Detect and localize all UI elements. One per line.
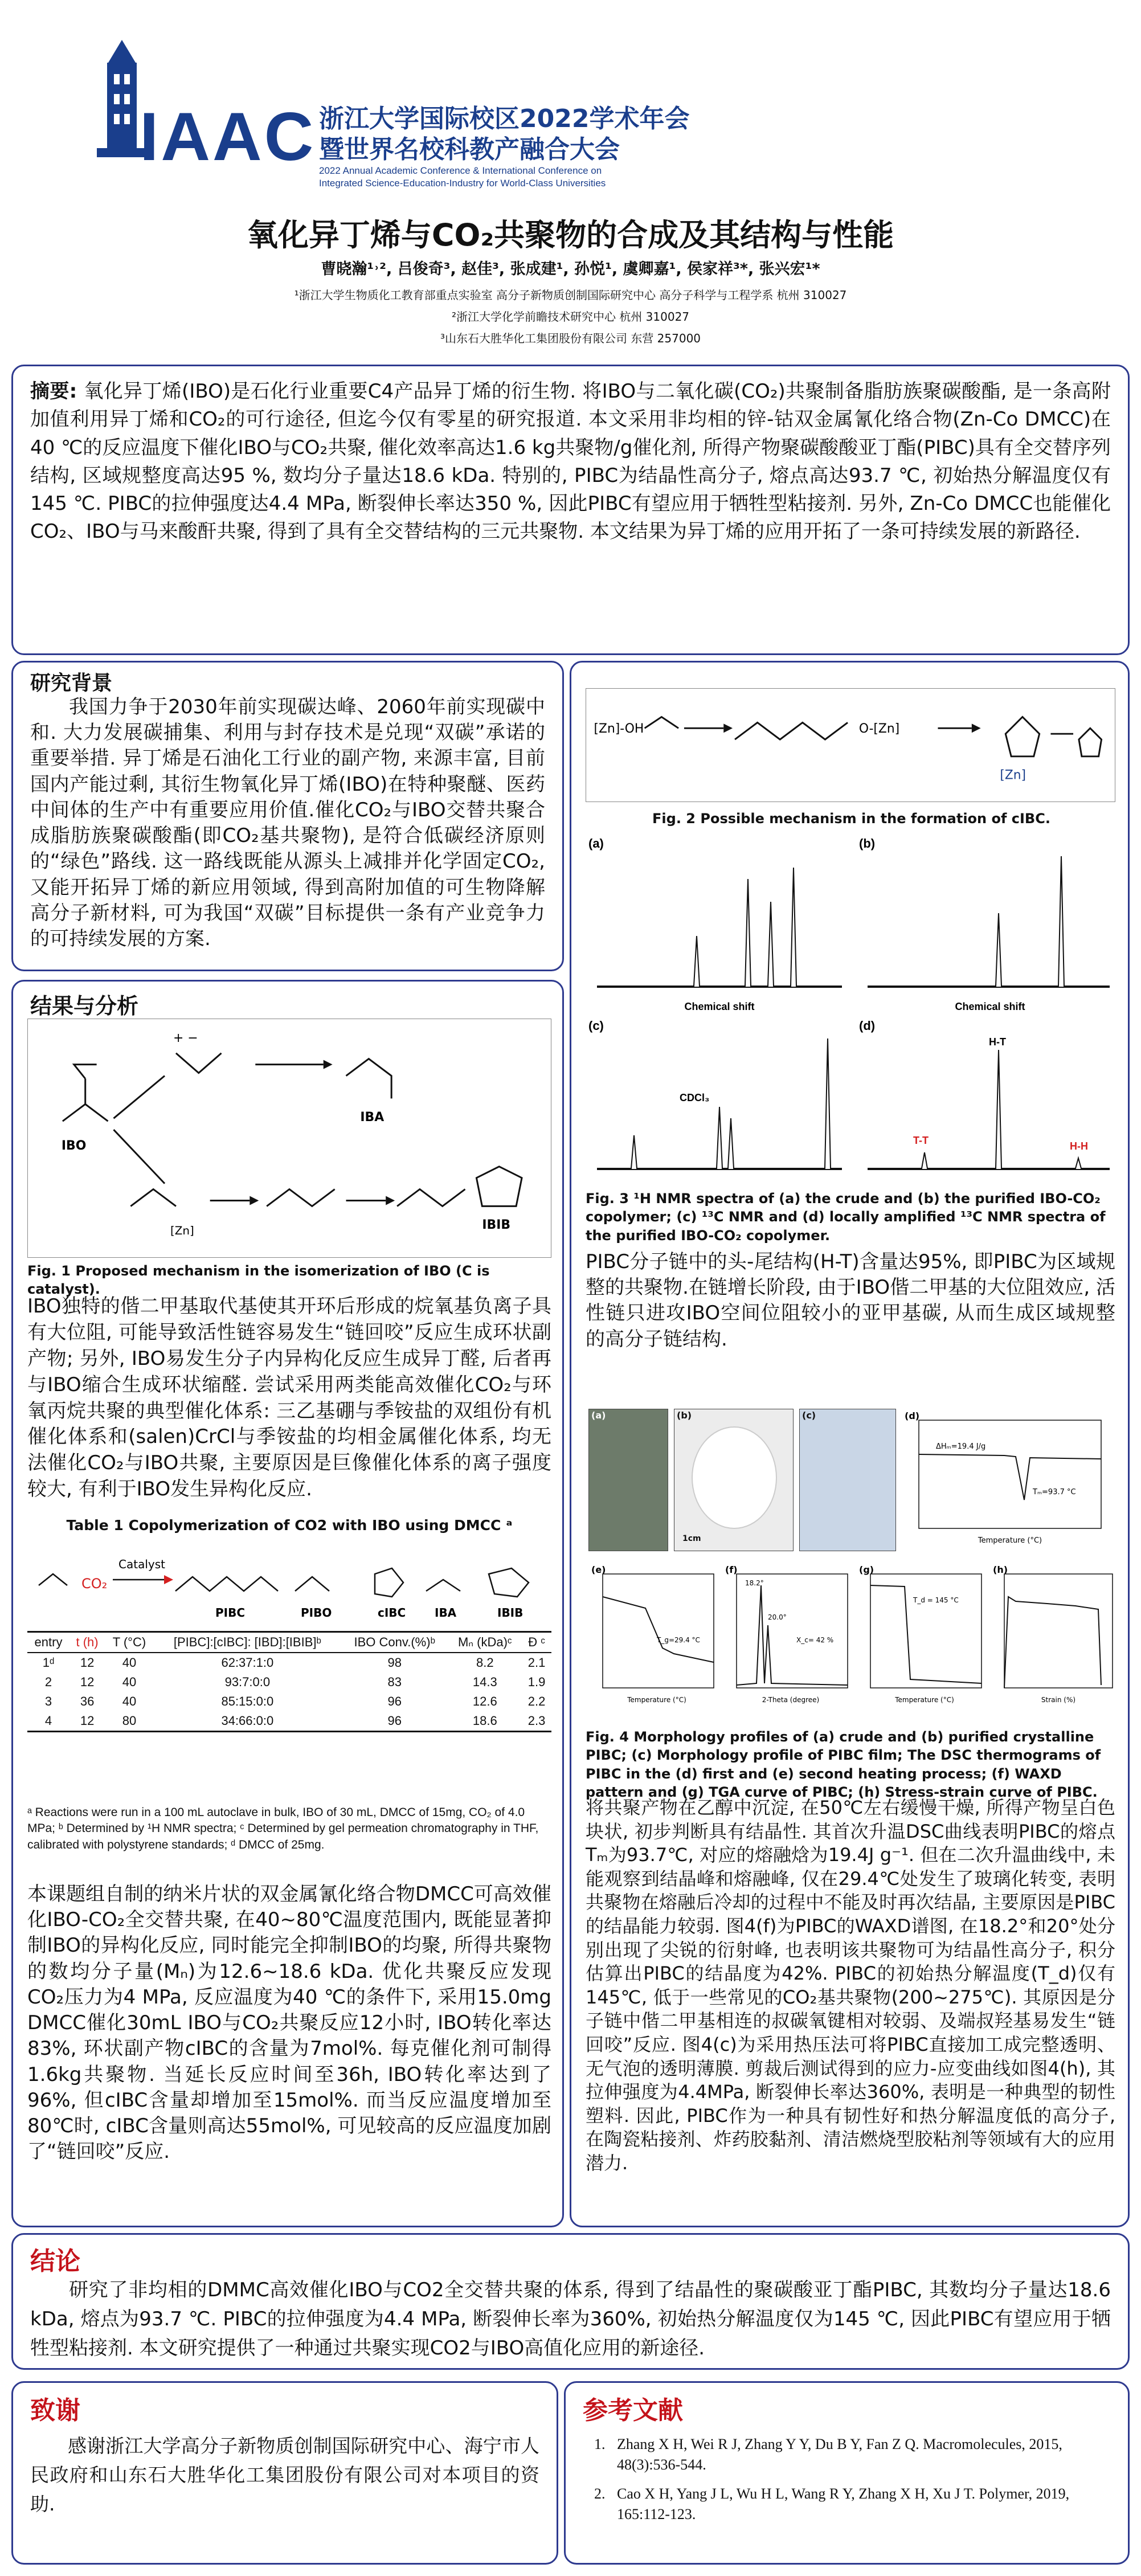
fig4a-photo <box>588 1409 668 1551</box>
fig4f-xlabel: 2-Theta (degree) <box>762 1696 820 1704</box>
fig1-ibib-label: IBIB <box>482 1218 511 1233</box>
fig4f-peak2: 20.0° <box>768 1613 787 1621</box>
table-1 <box>27 1631 551 1732</box>
figure-3-caption: Fig. 3 ¹H NMR spectra of (a) the crude and (b) the purified IBO-CO₂ copolymer; (c) ¹³C NMR and (d) locally amplified ¹³C NMR spectra of the purified IBO-CO₂ copolymer. <box>586 1191 1106 1244</box>
table-row: 4 12 80 34:66:0:0 96 18.6 2.3 <box>27 1711 551 1732</box>
fig4h-xlabel: Strain (%) <box>1041 1696 1076 1704</box>
table-1-scheme <box>27 1540 551 1625</box>
conference-title-en-2: Integrated Science-Education-Industry for World-Class Universities <box>319 178 606 189</box>
table-header: Đ ᶜ <box>522 1632 551 1653</box>
conference-title-en-1: 2022 Annual Academic Conference & International Conference on <box>319 165 602 176</box>
abstract-box <box>11 365 1130 655</box>
fig3d-hh: H-H <box>1070 1140 1088 1152</box>
table-header: entry <box>27 1632 69 1653</box>
right-paragraph-ht: PIBC分子链中的头-尾结构(H-T)含量达95%, 即PIBC为区域规整的共聚物.在链增长阶段, 由于IBO偕二甲基的大位阻效应, 活性链只进攻IBO空间位阻较小的亚甲基碳, 从而生成区域规整的高分子链结构. <box>586 1250 1115 1351</box>
fig4f-xc: X_c= 42 % <box>796 1636 834 1644</box>
fig3d-tt: T-T <box>913 1135 929 1146</box>
abstract: 摘要: 氧化异丁烯(IBO)是石化行业重要C4产品异丁烯的衍生物. 将IBO与二氧化碳(CO₂)共聚制备脂肪族聚碳酸酯, 是一条高附加值利用异丁烯和CO₂的可行途径, 但迄今仅有零星的研究报道. 本文采用非均相的锌-钴双金属氰化络合物(Zn-Co DMCC)在40 ℃的反应温度下催化IBO与CO₂共聚, 催化效率高达1.6 kg共聚物/g催化剂, 所得产物聚碳酸酸亚丁酯(PIBC)具有全交替序列结构, 区域规整度高达95 %, 数均分子量达18.6 kDa. 特别的, PIBC为结晶性高分子, 熔点高达93.7 ℃, 初始热分解温度仅有145 ℃. PIBC的拉伸强度达4.4 MPa, 断裂伸长率达350 %, 因此PIBC有望应用于牺牲型粘接剂. 另外, Zn-Co DMCC也能催化CO₂、IBO与马来酸酐共聚, 得到了具有全交替结构的三元共聚物. 本文结果为异丁烯的应用开拓了一条可持续发展的新路径. <box>30 380 1111 543</box>
waxd-chart <box>722 1563 853 1716</box>
table-header: T (°C) <box>105 1632 154 1653</box>
acknowledgement-heading: 致谢 <box>30 2396 80 2425</box>
abstract-text: 氧化异丁烯(IBO)是石化行业重要C4产品异丁烯的衍生物. 将IBO与二氧化碳(CO₂)共聚制备脂肪族聚碳酸酯, 是一条高附加值利用异丁烯和CO₂的可行途径, 但迄今仅有零星的研究报道. 本文采用非均相的锌-钴双金属氰化络合物(Zn-Co DMCC)在40 ℃的反应温度下催化IBO与CO₂共聚, 催化效率高达1.6 kg共聚物/g催化剂, 所得产物聚碳酸酸亚丁酯(PIBC)具有全交替序列结构, 区域规整度高达95 %, 数均分子量达18.6 kDa. 特别的, PIBC为结晶性高分子, 熔点高达93.7 ℃, 初始热分解温度仅有145 ℃. PIBC的拉伸强度达4.4 MPa, 断裂伸长率达350 %, 因此PIBC有望应用于牺牲型粘接剂. 另外, Zn-Co DMCC也能催化CO₂、IBO与马来酸酐共聚, 得到了具有全交替结构的三元共聚物. 本文结果为异丁烯的应用开拓了一条可持续发展的新路径. <box>30 380 1111 543</box>
right-paragraph-properties: 将共聚产物在乙醇中沉淀, 在50℃左右缓慢干燥, 所得产物呈白色块状, 初步判断具有结晶性. 其首次升温DSC曲线表明PIBC的熔点Tₘ为93.7℃, 对应的熔融焓为19.4J g⁻¹. 但在二次升温曲线中, 未能观察到结晶峰和熔融峰, 仅在29.4℃处发生了玻璃化转变, 表明共聚物在熔融后冷却的过程中不能及时再次结晶, 主要原因是PIBC的结晶能力较弱. 图4(f)为PIBC的WAXD谱图, 在18.2°和20°处分别出现了尖锐的衍射峰, 也表明该共聚物可为结晶性高分子, 积分估算出PIBC的结晶度为42%. PIBC的初始热分解温度(T_d)仅有145℃, 低于一些常见的CO₂基共聚物(200~275℃). 其原因是分子链中偕二甲基相连的叔碳氧键相对较弱、及端叔羟基易发生“链回咬”反应. 图4(c)为采用热压法可将PIBC直接加工成完整透明、无气泡的透明薄膜. 剪裁后测试得到的应力-应变曲线如图4(h), 其拉伸强度为4.4MPa, 断裂伸长率达360%, 表明是一种典型的韧性塑料. 因此, PIBC作为一种具有韧性好和热分解温度低的高分子, 在陶瓷粘接剂、炸药胶黏剂、清洁燃烧型胶粘剂等领域有大的应用潜力. <box>586 1797 1115 2174</box>
affiliation-2: ²浙江大学化学前瞻技术研究中心 杭州 310027 <box>451 310 690 324</box>
fig4d-tm: Tₘ=93.7 °C <box>1033 1488 1076 1496</box>
table-row: 1ᵈ 12 40 62:37:1:0 98 8.2 2.1 <box>42 1655 546 1670</box>
fig4d-xlabel: Temperature (°C) <box>978 1536 1042 1545</box>
dsc-second-heating-chart <box>588 1563 719 1716</box>
fig4g-td: T_d = 145 °C <box>913 1596 959 1604</box>
authors: 曹晓瀚¹˒², 吕俊奇³, 赵佳³, 张成建¹, 孙悦¹, 虞卿嘉¹, 侯家祥³*, 张兴宏¹* <box>321 260 820 278</box>
header <box>0 0 1141 205</box>
table-header: t (h) <box>69 1632 105 1653</box>
fig4b-photo <box>674 1409 794 1551</box>
acknowledgement-box <box>11 2381 558 2565</box>
fig1-ibo-label: IBO <box>61 1138 87 1153</box>
results-paragraph-1: IBO独特的偕二甲基取代基使其开环后形成的烷氧基负离子具有大位阻, 可能导致活性链容易发生“链回咬”反应生成环状副产物; 另外, IBO易发生分子内异构化反应生成异丁醛, 后者再与IBO缩合生成环状缩醛. 尝试采用两类能高效催化CO₂与环氧丙烷共聚的典型催化体系: 三乙基硼与季铵盐的双组份有机催化体系和(salen)CrCl与季铵盐的均相金属催化体系, 均无法催化CO₂与IBO共聚, 主要原因是巨像催化体系的离子强度较大, 有利于IBO发生异构化反应. <box>27 1295 551 1501</box>
table-header: [PIBC]:[cIBC]: [IBD]:[IBIB]ᵇ <box>154 1632 341 1653</box>
list-item: 1. Zhang X H, Wei R J, Zhang Y Y, Du B Y, Fan Z Q. Macromolecules, 2015, 48(3):536-544. <box>594 2436 1062 2473</box>
fig2-zn-mid: O-[Zn] <box>858 722 900 737</box>
figure-1 <box>27 1019 551 1258</box>
fig4e-xlabel: Temperature (°C) <box>627 1696 686 1704</box>
background-text: 我国力争于2030年前实现碳达峰、2060年前实现碳中和. 大力发展碳捕集、利用与封存技术是兑现“双碳”承诺的重要举措. 异丁烯是石油化工行业的副产物, 来源丰富, 目前国内产能过剩, 其衍生物氧化异丁烯(IBO)在特种聚醚、医药中间体的生产中有重要应用价值.催化CO₂与IBO交替共聚合成脂肪族聚碳酸酯(即CO₂基共聚物), 是符合低碳经济原则的“绿色”路线. 这一路线既能从源头上减排并化学固定CO₂, 又能开拓异丁烯的新应用领域, 得到高附加值的可生物降解高分子新材料, 可为我国“双碳”目标提供一条有产业竞争力的可持续发展的方案. <box>30 696 545 950</box>
background-box <box>11 661 564 971</box>
fig1-zn-label: [Zn] <box>170 1224 194 1238</box>
fig3a-label: (a) <box>588 836 604 851</box>
fig4b-label: (b) <box>677 1410 692 1421</box>
references-heading: 参考文献 <box>583 2396 683 2425</box>
scheme-co2: CO₂ <box>81 1576 108 1592</box>
fig3c-cdcl3: CDCl₃ <box>680 1092 710 1103</box>
figure-2 <box>586 688 1115 802</box>
fig4g-xlabel: Temperature (°C) <box>895 1696 954 1704</box>
fig3d-label: (d) <box>859 1019 876 1033</box>
fig4d-enthalpy: ΔHₘ=19.4 J/g <box>936 1442 986 1451</box>
fig4e-tg: T_g=29.4 °C <box>657 1636 700 1644</box>
fig3c-label: (c) <box>588 1019 604 1033</box>
figure-4 <box>586 1403 1115 1722</box>
results-heading: 结果与分析 <box>30 993 139 1019</box>
conference-title-cn-1: 浙江大学国际校区2022学术年会 <box>319 104 690 133</box>
fig4h-label: (h) <box>993 1564 1008 1575</box>
abstract-label: 摘要 <box>30 380 69 403</box>
conference-title-cn-2: 暨世界名校科教产融合大会 <box>319 135 620 164</box>
figure-4-caption: Fig. 4 Morphology profiles of (a) crude and (b) purified crystalline PIBC; (c) Morphology profile of PIBC film; The DSC thermograms of PIBC in the (d) first and (e) second heating process; (f) WAXD pattern and (g) TGA curve of PIBC; (h) Stress-strain curve of PIBC. <box>586 1729 1101 1801</box>
right-column-box <box>570 661 1130 2227</box>
table-1-footnote: ᵃ Reactions were run in a 100 mL autoclave in bulk, IBO of 30 mL, DMCC of 15mg, CO₂ of 4.0 MPa; ᵇ Determined by ¹H NMR spectra; ᶜ Determined by gel permeation chromatography in THF, calibrated with polystyrene standards; ᵈ DMCC of 25mg. <box>27 1806 539 1851</box>
acknowledgement-text: 感谢浙江大学高分子新物质创制国际研究中心、海宁市人民政府和山东石大胜华化工集团股份有限公司对本项目的资助. <box>30 2435 539 2516</box>
scheme-iba: IBA <box>435 1606 457 1620</box>
references-box <box>564 2381 1130 2565</box>
fig3b-xlabel: Chemical shift <box>955 1001 1025 1012</box>
paper-title: 氧化异丁烯与CO₂共聚物的合成及其结构与性能 <box>247 217 894 253</box>
scheme-pibc: PIBC <box>215 1606 246 1620</box>
scheme-ibib: IBIB <box>497 1606 524 1620</box>
scheme-catalyst: Catalyst <box>118 1557 165 1571</box>
conclusion-text: 研究了非均相的DMMC高效催化IBO与CO2全交替共聚的体系, 得到了结晶性的聚碳酸亚丁酯PIBC, 其数均分子量达18.6 kDa, 熔点为93.7 ℃. PIBC的拉伸强度为4.4 MPa, 断裂伸长率为360%, 初始热分解温度仅为145 ℃, 因此PIBC有望应用于牺牲型粘接剂. 本文研究提供了一种通过共聚实现CO2与IBO高值化应用的新途径. <box>30 2279 1111 2360</box>
conclusion-heading: 结论 <box>30 2247 80 2276</box>
affiliation-3: ³山东石大胜华化工集团股份有限公司 东营 257000 <box>440 332 701 345</box>
affiliation-1: ¹浙江大学生物质化工教育部重点实验室 高分子新物质创制国际研究中心 高分子科学与工程学系 杭州 310027 <box>294 288 847 302</box>
scheme-cibc: cIBC <box>378 1606 406 1620</box>
fig4d-label: (d) <box>905 1410 920 1421</box>
fig4b-scale: 1cm <box>682 1534 701 1543</box>
conclusion-box <box>11 2233 1130 2370</box>
fig1-charge-label: + − <box>173 1031 198 1045</box>
figure-2-caption: Fig. 2 Possible mechanism in the formation of cIBC. <box>652 811 1050 827</box>
table-header: Mₙ (kDa)ᶜ <box>448 1632 522 1653</box>
references-list <box>594 2434 1111 2533</box>
fig4e-label: (e) <box>591 1564 606 1575</box>
figure-1-caption: Fig. 1 Proposed mechanism in the isomerization of IBO (C is catalyst). <box>27 1263 490 1298</box>
background-heading: 研究背景 <box>30 672 113 695</box>
fig4f-peak1: 18.2° <box>745 1579 764 1587</box>
fig3a-xlabel: Chemical shift <box>684 1001 755 1012</box>
fig2-zn-end: [Zn] <box>1000 768 1027 783</box>
table-row: 3 36 40 85:15:0:0 96 12.6 2.2 <box>44 1694 546 1708</box>
isomerization-mechanism-diagram <box>28 1019 551 1257</box>
fig4c-photo <box>799 1409 896 1551</box>
results-paragraph-2: 本课题组自制的纳米片状的双金属氰化络合物DMCC可高效催化IBO-CO₂全交替共聚, 在40~80℃温度范围内, 既能显著抑制IBO的异构化反应, 同时能完全抑制IBO的均聚, 所得共聚物的数均分子量(Mₙ)为12.6~18.6 kDa. 优化共聚反应发现CO₂压力为4 MPa, 反应温度为40 ℃的条件下, 采用15.0mg DMCC催化30mL IBO与CO₂共聚反应12小时, IBO转化率达83%, 环状副产物cIBC的含量为7mol%. 每克催化剂可制得1.6kg共聚物. 当延长反应时间至36h, IBO转化率达到了96%, 但cIBC含量却增加至15mol%. 而当反应温度增加至80℃时, cIBC含量则高达55mol%, 可见较高的反应温度加剧了“链回咬”反应. <box>27 1883 551 2164</box>
tga-chart <box>856 1563 987 1716</box>
list-item: 2. Cao X H, Yang J L, Wu H L, Wang R Y, Zhang X H, Xu J T. Polymer, 2019, 165:112-123. <box>594 2485 1070 2523</box>
stress-strain-chart <box>990 1563 1115 1716</box>
figure-3 <box>586 833 1115 1187</box>
table-header: IBO Conv.(%)ᵇ <box>341 1632 448 1653</box>
dsc-first-heating-chart <box>902 1409 1113 1551</box>
conference-logo <box>85 40 319 175</box>
fig4a-label: (a) <box>591 1410 606 1421</box>
fig2-zn-oh: [Zn]-OH <box>594 722 644 737</box>
logo-text: IAAC <box>140 99 316 175</box>
nmr-spectra <box>586 833 1115 1187</box>
scheme-pibo: PIBO <box>301 1606 332 1620</box>
cibc-mechanism-diagram <box>586 689 1115 802</box>
table-1-title: Table 1 Copolymerization of CO2 with IBO using DMCC ᵃ <box>66 1517 513 1534</box>
fig3d-ht: H-T <box>989 1036 1006 1048</box>
results-box <box>11 980 564 2227</box>
fig4g-label: (g) <box>859 1564 874 1575</box>
fig4f-label: (f) <box>725 1564 738 1575</box>
table-row: 2 12 40 93:7:0:0 83 14.3 1.9 <box>44 1675 546 1689</box>
fig4c-label: (c) <box>802 1410 816 1421</box>
fig1-iba-label: IBA <box>360 1110 385 1125</box>
fig3b-label: (b) <box>859 836 876 851</box>
